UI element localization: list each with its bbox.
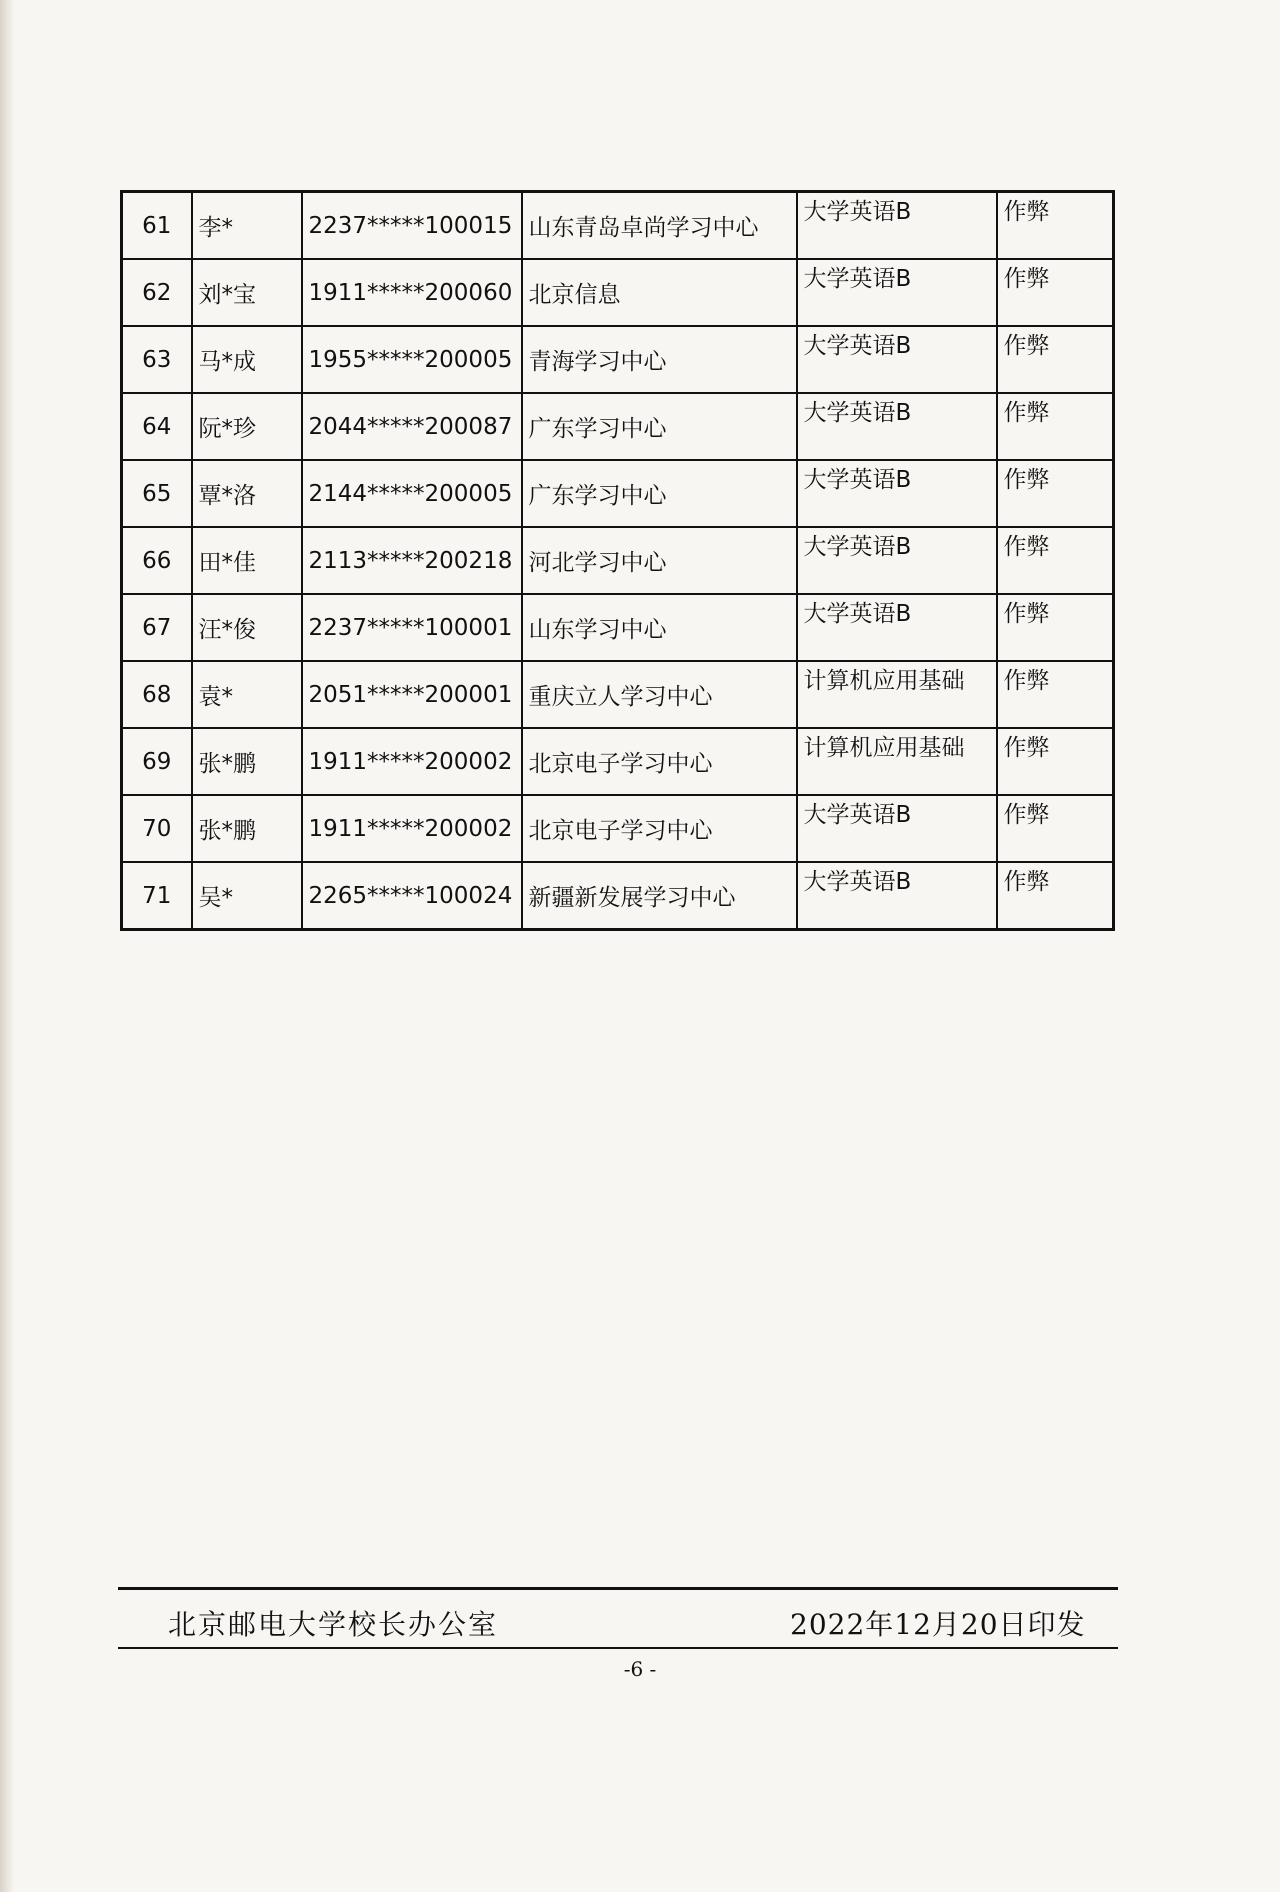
cell-violation: 作弊	[997, 728, 1114, 795]
cell-violation: 作弊	[997, 460, 1114, 527]
cell-learning-center: 北京电子学习中心	[522, 728, 797, 795]
page-number: -6 -	[623, 1657, 657, 1681]
cell-serial-number: 68	[122, 661, 192, 728]
cell-course: 大学英语B	[797, 393, 997, 460]
cell-student-name: 汪*俊	[192, 594, 302, 661]
footer-issuer: 北京邮电大学校长办公室	[168, 1608, 499, 1641]
footer-issue-date: 2022年12月20日印发	[790, 1608, 1086, 1641]
cell-learning-center: 广东学习中心	[522, 393, 797, 460]
cell-violation: 作弊	[997, 259, 1114, 326]
table-row	[122, 259, 1114, 326]
cell-learning-center: 重庆立人学习中心	[522, 661, 797, 728]
table-row	[122, 326, 1114, 393]
cell-student-id: 1911*****200002	[302, 795, 522, 862]
page-edge-shadow	[0, 0, 14, 1892]
cell-student-id: 2144*****200005	[302, 460, 522, 527]
cell-course: 大学英语B	[797, 460, 997, 527]
cell-learning-center: 北京信息	[522, 259, 797, 326]
cell-student-id: 2237*****100001	[302, 594, 522, 661]
cell-serial-number: 65	[122, 460, 192, 527]
cell-student-id: 2237*****100015	[302, 192, 522, 260]
records-table-body	[122, 192, 1114, 930]
cell-violation: 作弊	[997, 393, 1114, 460]
cell-student-name: 张*鹏	[192, 795, 302, 862]
cell-student-id: 1911*****200060	[302, 259, 522, 326]
table-row	[122, 393, 1114, 460]
records-table	[120, 190, 1115, 931]
cell-student-id: 1911*****200002	[302, 728, 522, 795]
cell-serial-number: 67	[122, 594, 192, 661]
cell-learning-center: 新疆新发展学习中心	[522, 862, 797, 930]
cell-learning-center: 青海学习中心	[522, 326, 797, 393]
cell-violation: 作弊	[997, 192, 1114, 260]
footer-rule-bottom	[118, 1647, 1118, 1649]
cell-learning-center: 河北学习中心	[522, 527, 797, 594]
table-row	[122, 862, 1114, 930]
cell-serial-number: 64	[122, 393, 192, 460]
cell-serial-number: 66	[122, 527, 192, 594]
table-row	[122, 795, 1114, 862]
cell-learning-center: 北京电子学习中心	[522, 795, 797, 862]
cell-violation: 作弊	[997, 527, 1114, 594]
cell-course: 大学英语B	[797, 862, 997, 930]
cell-student-name: 吴*	[192, 862, 302, 930]
cell-student-id: 2044*****200087	[302, 393, 522, 460]
cell-student-name: 李*	[192, 192, 302, 260]
cell-course: 大学英语B	[797, 594, 997, 661]
cell-course: 大学英语B	[797, 259, 997, 326]
cell-violation: 作弊	[997, 795, 1114, 862]
cell-serial-number: 62	[122, 259, 192, 326]
table-row	[122, 192, 1114, 260]
cell-course: 计算机应用基础	[797, 661, 997, 728]
cell-student-name: 刘*宝	[192, 259, 302, 326]
cell-student-name: 田*佳	[192, 527, 302, 594]
cell-violation: 作弊	[997, 326, 1114, 393]
table-row	[122, 460, 1114, 527]
table-row	[122, 661, 1114, 728]
cell-student-name: 袁*	[192, 661, 302, 728]
cell-violation: 作弊	[997, 661, 1114, 728]
cell-violation: 作弊	[997, 862, 1114, 930]
cell-student-name: 阮*珍	[192, 393, 302, 460]
cell-learning-center: 广东学习中心	[522, 460, 797, 527]
cell-course: 大学英语B	[797, 527, 997, 594]
cell-course: 大学英语B	[797, 795, 997, 862]
cell-serial-number: 70	[122, 795, 192, 862]
cell-serial-number: 69	[122, 728, 192, 795]
cell-student-id: 1955*****200005	[302, 326, 522, 393]
cell-course: 计算机应用基础	[797, 728, 997, 795]
cell-student-id: 2113*****200218	[302, 527, 522, 594]
cell-student-id: 2051*****200001	[302, 661, 522, 728]
cell-violation: 作弊	[997, 594, 1114, 661]
table-row	[122, 527, 1114, 594]
cell-serial-number: 71	[122, 862, 192, 930]
cell-serial-number: 63	[122, 326, 192, 393]
cell-learning-center: 山东青岛卓尚学习中心	[522, 192, 797, 260]
cell-learning-center: 山东学习中心	[522, 594, 797, 661]
cell-course: 大学英语B	[797, 326, 997, 393]
cell-student-id: 2265*****100024	[302, 862, 522, 930]
table-row	[122, 728, 1114, 795]
cell-course: 大学英语B	[797, 192, 997, 260]
cell-serial-number: 61	[122, 192, 192, 260]
cell-student-name: 覃*洛	[192, 460, 302, 527]
cell-student-name: 马*成	[192, 326, 302, 393]
footer-rule-top	[118, 1587, 1118, 1590]
table-row	[122, 594, 1114, 661]
cell-student-name: 张*鹏	[192, 728, 302, 795]
